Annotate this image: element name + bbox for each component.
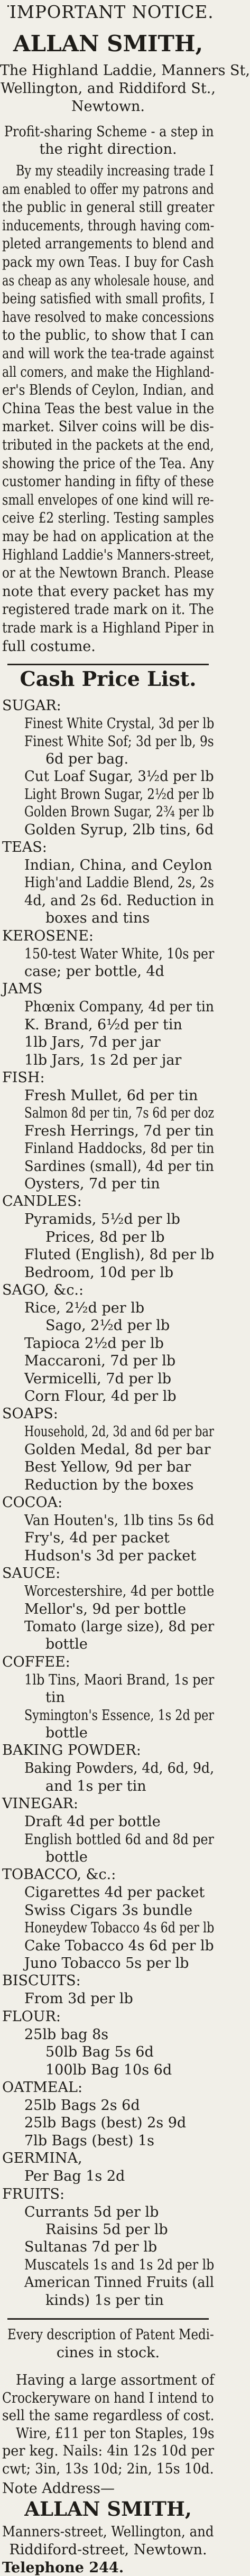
price-section-heading: GERMINA, bbox=[2, 2150, 82, 2167]
price-line: Best Yellow, 9d per bar bbox=[24, 1459, 191, 1476]
price-section-heading: SAGO, &c.: bbox=[2, 1282, 84, 1298]
intro-body-line: trade mark is a Highland Piper in bbox=[2, 620, 215, 636]
intro-body-line: may be had on application at the bbox=[2, 528, 214, 545]
price-line: 7lb Bags (best) 1s bbox=[24, 2132, 154, 2149]
crockery-line: Wire, £11 per ton Staples, 19s bbox=[16, 2425, 215, 2442]
price-section-heading: FISH: bbox=[2, 1070, 45, 1086]
intro-body-line: to the public, to show that I can bbox=[2, 327, 214, 344]
crockery-line: sell the same regardless of cost. bbox=[2, 2407, 215, 2424]
price-section-heading: TEAS: bbox=[2, 839, 47, 855]
intro-body-line: the public in general still greater bbox=[2, 199, 215, 216]
price-line: K. Brand, 6½d per tin bbox=[24, 1016, 182, 1033]
price-section-heading: BISCUITS: bbox=[2, 1973, 81, 1989]
price-line: 1lb Tins, Maori Brand, 1s per bbox=[24, 1671, 215, 1688]
price-line: Sardines (small), 4d per tin bbox=[24, 1158, 214, 1175]
price-line: Currants 5d per lb bbox=[24, 2203, 159, 2220]
intro-body-line: have resolved to make concessions bbox=[2, 309, 215, 326]
price-line: 25lb Bags 2s 6d bbox=[24, 2097, 140, 2114]
price-line: Van Houten's, 1lb tins 5s 6d bbox=[24, 1512, 215, 1529]
intro-heading-line: the right direction. bbox=[39, 141, 177, 157]
notice-bar bbox=[7, 5, 9, 7]
price-line: case; per bottle, 4d bbox=[24, 963, 164, 980]
crockery-line: per keg. Nails: 4in 12s 10d per bbox=[2, 2443, 215, 2459]
price-line: 100lb Bag 10s 6d bbox=[45, 2061, 172, 2078]
price-line: Household, 2d, 3d and 6d per bar bbox=[24, 1424, 214, 1440]
price-section-heading: TOBACCO, &c.: bbox=[2, 1866, 116, 1883]
price-line: Swiss Cigars 3s bundle bbox=[24, 1902, 193, 1919]
price-line: Maccaroni, 7d per lb bbox=[24, 1353, 176, 1370]
price-section-heading: FLOUR: bbox=[2, 2008, 61, 2025]
price-line: Indian, China, and Ceylon bbox=[24, 857, 212, 873]
price-line: Reduction by the boxes bbox=[24, 1476, 194, 1493]
price-line: Bedroom, 10d per lb bbox=[24, 1264, 174, 1281]
price-line: Fresh Herrings, 7d per tin bbox=[24, 1122, 214, 1139]
intro-body-line: full costume. bbox=[2, 638, 96, 655]
price-line: Fry's, 4d per packet bbox=[24, 1530, 170, 1547]
footer-address-line: Manners-street, Wellington, and bbox=[2, 2524, 214, 2540]
price-line: Rice, 2½d per lb bbox=[24, 1300, 145, 1316]
price-section-heading: SUGAR: bbox=[2, 698, 61, 714]
price-line: American Tinned Fruits (all bbox=[24, 2274, 214, 2291]
price-line: Per Bag 1s 2d bbox=[24, 2168, 125, 2185]
price-line: Prices, 8d per lb bbox=[45, 1229, 165, 1245]
shop-name: ALLAN SMITH, bbox=[13, 31, 203, 57]
price-line: Worcestershire, 4d per bottle bbox=[24, 1583, 215, 1600]
note-address-label: Note Address— bbox=[2, 2480, 115, 2497]
intro-body-line: pleted arrangements to blend and bbox=[2, 236, 215, 253]
intro-body-line: showing the price of the Tea. Any bbox=[2, 455, 214, 472]
price-section-heading: SAUCE: bbox=[2, 1565, 61, 1582]
price-line: Tomato (large size), 8d per bbox=[24, 1619, 215, 1635]
price-line: Cut Loaf Sugar, 3½d per lb bbox=[24, 768, 214, 785]
intro-body-line: or at the Newtown Branch. Please bbox=[2, 565, 214, 582]
price-line: Light Brown Sugar, 2½d per lb bbox=[24, 786, 215, 803]
intro-body-line: note that every packet has my bbox=[2, 583, 214, 600]
crockery-line: cwt; 3in, 13s 10d; 2in, 15s 10d. bbox=[2, 2460, 214, 2477]
price-line: Finest White Crystal, 3d per lb bbox=[24, 715, 215, 732]
price-line: Phœnix Company, 4d per tin bbox=[24, 999, 214, 1016]
price-line: Finland Haddocks, 8d per tin bbox=[24, 1140, 215, 1157]
price-line: Symington's Essence, 1s 2d per bbox=[24, 1707, 214, 1724]
price-line: Honeydew Tobacco 4s 6d per lb bbox=[24, 1920, 215, 1937]
price-line: Salmon 8d per tin, 7s 6d per doz bbox=[24, 1105, 215, 1122]
price-section-heading: COCOA: bbox=[2, 1494, 63, 1511]
price-line: 4d, and 2s 6d. Reduction in bbox=[24, 892, 215, 909]
price-line: 1lb Jars, 1s 2d per jar bbox=[24, 1052, 182, 1068]
price-line: Cigarettes 4d per packet bbox=[24, 1884, 205, 1901]
intro-body-line: pack my own Teas. I buy for Cash bbox=[2, 254, 214, 271]
intro-body-line: By my steadily increasing trade I bbox=[16, 163, 214, 179]
price-line: 150-test Water White, 10s per bbox=[24, 945, 215, 962]
price-line: English bottled 6d and 8d per bbox=[24, 1831, 214, 1848]
intro-body-line: am enabled to offer my patrons and bbox=[2, 181, 214, 198]
price-line: Pyramids, 5½d per lb bbox=[24, 1211, 180, 1228]
intro-body-line: China Teas the best value in the bbox=[2, 400, 215, 417]
crockery-line: Crockeryware on hand I intend to bbox=[2, 2389, 214, 2406]
price-line: Golden Syrup, 2lb tins, 6d bbox=[24, 821, 214, 838]
price-line: High'and Laddie Blend, 2s, 2s bbox=[24, 875, 214, 891]
price-line: Sultanas 7d per lb bbox=[24, 2239, 158, 2256]
price-section-heading: BAKING POWDER: bbox=[2, 1742, 141, 1759]
price-line: Mellor's, 9d per bottle bbox=[24, 1601, 187, 1617]
price-line: 6d per bag. bbox=[45, 751, 129, 767]
intro-body-line: all comers, and make the Highland- bbox=[2, 364, 214, 380]
intro-body-line: tributed in the packets at the end, bbox=[2, 437, 214, 453]
price-line: Vermicelli, 7d per lb bbox=[24, 1370, 172, 1387]
price-line: Finest White Sof; 3d per lb, 9s bbox=[24, 733, 214, 750]
intro-body-line: inducements, through having com- bbox=[2, 217, 215, 234]
price-line: Fluted (English), 8d per lb bbox=[24, 1247, 215, 1263]
header-address-line: Wellington, and Riddiford St., bbox=[1, 80, 216, 97]
intro-heading-line: Profit-sharing Scheme - a step in bbox=[4, 124, 214, 140]
price-line: Golden Medal, 8d per bar bbox=[24, 1441, 211, 1458]
price-list-title: Cash Price List. bbox=[20, 667, 197, 691]
intro-body-line: market. Silver coins will be dis- bbox=[2, 419, 214, 435]
intro-body-line: small envelopes of one kind will re- bbox=[2, 491, 214, 508]
intro-body-line: Highland Laddie's Manners-street, bbox=[2, 546, 215, 563]
price-line: Cake Tobacco 4s 6d per lb bbox=[24, 1937, 214, 1954]
price-line: Muscatels 1s and 1s 2d per lb bbox=[24, 2256, 215, 2273]
price-line: Hudson's 3d per packet bbox=[24, 1547, 197, 1564]
price-line: tin bbox=[45, 1689, 65, 1706]
price-line: Oysters, 7d per tin bbox=[24, 1176, 160, 1192]
price-line: Tapioca 2½d per lb bbox=[24, 1335, 164, 1352]
footer-rule bbox=[7, 2318, 209, 2320]
price-line: From 3d per lb bbox=[24, 1991, 133, 2007]
price-line: Golden Brown Sugar, 2¾ per lb bbox=[24, 804, 214, 821]
crockery-line: Having a large assortment of bbox=[16, 2372, 215, 2388]
price-line: and 1s per tin bbox=[45, 1778, 146, 1794]
price-line: 25lb bag 8s bbox=[24, 2026, 109, 2043]
footer-address-line: Riddiford-street, Newtown. bbox=[9, 2542, 207, 2558]
price-line: 1lb Jars, 7d per jar bbox=[24, 1034, 161, 1051]
price-line: bottle bbox=[45, 1849, 88, 1865]
header-address-line: The Highland Laddie, Manners St, bbox=[0, 62, 250, 79]
price-line: Fresh Mullet, 6d per tin bbox=[24, 1087, 198, 1104]
price-line: Juno Tobacco 5s per lb bbox=[24, 1955, 189, 1971]
price-section-heading: CANDLES: bbox=[2, 1193, 82, 1210]
intro-body-line: being satisfied with small profits, I bbox=[2, 291, 215, 308]
price-line: 50lb Bag 5s 6d bbox=[45, 2044, 154, 2061]
intro-body-line: as cheap as any wholesale house, and bbox=[2, 272, 215, 289]
price-section-heading: COFFEE: bbox=[2, 1653, 70, 1670]
price-line: Draft 4d per bottle bbox=[24, 1814, 161, 1830]
price-section-heading: VINEGAR: bbox=[2, 1796, 78, 1812]
price-line: Corn Flour, 4d per lb bbox=[24, 1388, 177, 1405]
price-line: Baking Powders, 4d, 6d, 9d, bbox=[24, 1760, 215, 1777]
price-line: bottle bbox=[45, 1725, 88, 1741]
price-section-heading: SOAPS: bbox=[2, 1406, 58, 1422]
header-address-line: Newtown. bbox=[71, 98, 145, 115]
patent-line: cines in stock. bbox=[56, 2345, 160, 2361]
price-section-heading: JAMS bbox=[2, 981, 43, 998]
intro-body-line: registered trade mark on it. The bbox=[2, 601, 214, 618]
price-line: kinds) 1s per tin bbox=[45, 2292, 164, 2309]
price-section-heading: FRUITS: bbox=[2, 2186, 65, 2202]
patent-line: Every description of Patent Medi- bbox=[7, 2327, 214, 2343]
price-line: 25lb Bags (best) 2s 9d bbox=[24, 2115, 187, 2132]
intro-body-line: and will work the tea-trade against bbox=[2, 346, 214, 362]
notice-title: IMPORTANT NOTICE. bbox=[10, 2, 214, 22]
intro-body-line: ceive £2 sterling. Testing samples bbox=[2, 510, 214, 527]
price-line: Sago, 2½d per lb bbox=[45, 1317, 170, 1334]
telephone: Telephone 244. bbox=[2, 2560, 124, 2576]
footer-shop-name: ALLAN SMITH, bbox=[24, 2497, 192, 2521]
intro-body-line: er's Blends of Ceylon, Indian, and bbox=[2, 382, 214, 399]
price-section-heading: KEROSENE: bbox=[2, 927, 94, 944]
price-line: Raisins 5d per lb bbox=[45, 2221, 168, 2238]
intro-body-line: customer handing in fifty of these bbox=[2, 473, 214, 490]
price-section-heading: OATMEAL: bbox=[2, 2079, 83, 2096]
price-list-rule-top bbox=[7, 664, 209, 665]
price-line: boxes and tins bbox=[45, 910, 150, 927]
price-line: bottle bbox=[45, 1636, 88, 1653]
